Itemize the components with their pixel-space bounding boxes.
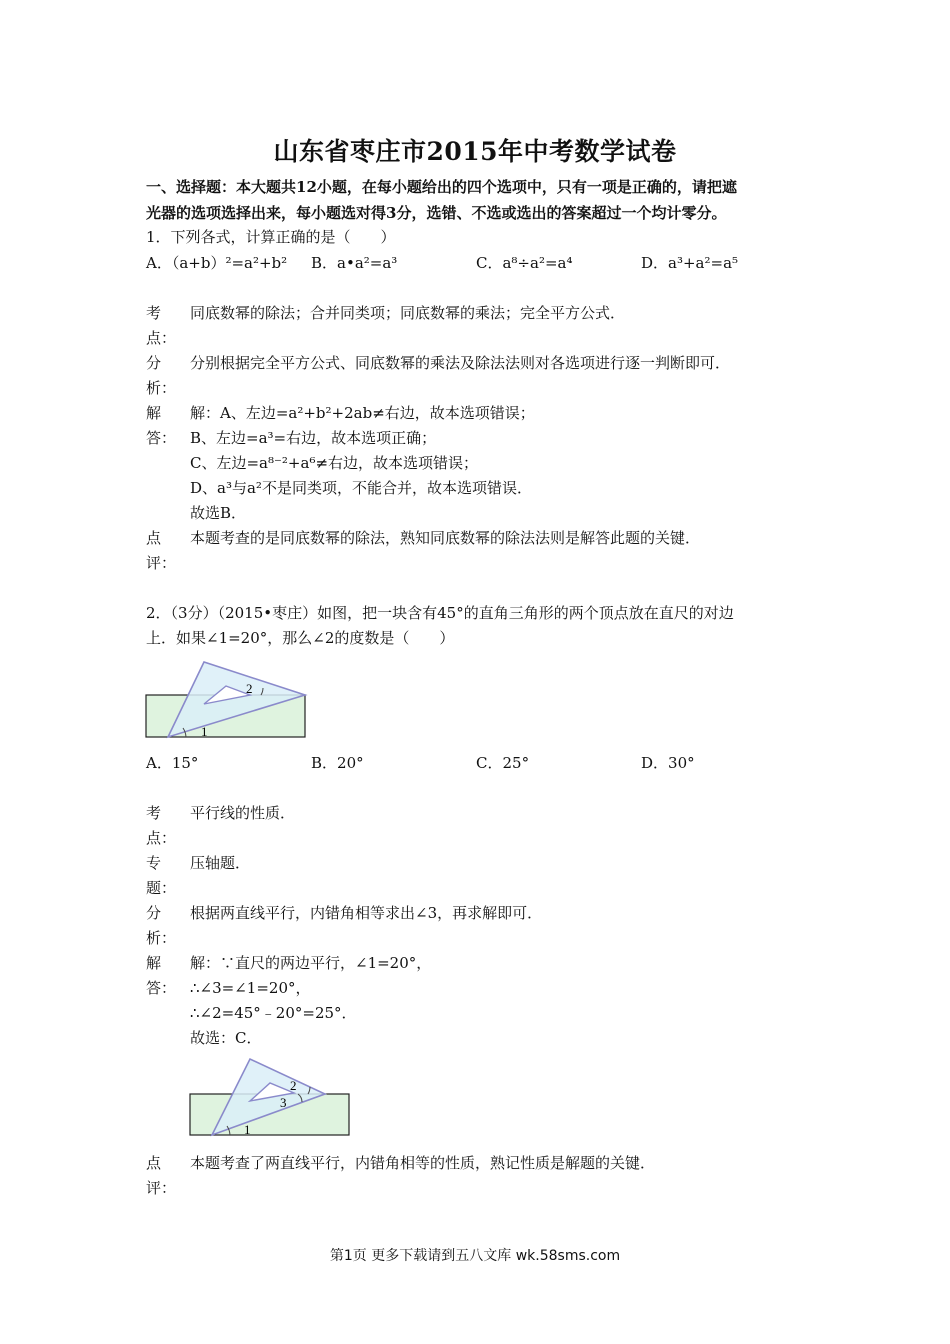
q1-kaodian-label: 考 bbox=[146, 304, 162, 322]
q1-dianping-label: 点 bbox=[146, 529, 162, 547]
q2-dianping: 本题考查了两直线平行，内错角相等的性质，熟记性质是解题的关键． bbox=[190, 1154, 656, 1172]
q2-fenxi: 根据两直线平行，内错角相等求出∠3，再求解即可． bbox=[190, 904, 543, 922]
section-heading-line2: 光器的选项选择出来，每小题选对得3分，选错、不选或选出的答案超过一个均计零分。 bbox=[146, 204, 727, 222]
q2-jieda-line: 解：∵直尺的两边平行，∠1=20°， bbox=[190, 954, 432, 972]
q1-jieda-label-2: 答： bbox=[146, 429, 177, 447]
q1-option-b: B．a•a²=a³ bbox=[311, 254, 398, 272]
angle-1-label: 1 bbox=[201, 724, 208, 739]
q2-solution-figure bbox=[190, 1055, 352, 1137]
q2-dianping-label-2: 评： bbox=[146, 1179, 177, 1197]
q2-fenxi-label: 分 bbox=[146, 904, 162, 922]
q2-zhuanti: 压轴题． bbox=[190, 854, 251, 872]
q2-jieda-line: 故选：C． bbox=[190, 1029, 262, 1047]
q2-figure bbox=[146, 660, 308, 740]
q1-jieda-label: 解 bbox=[146, 404, 162, 422]
page-title: 山东省枣庄市2015年中考数学试卷 bbox=[273, 137, 677, 166]
q2-fenxi-label-2: 析： bbox=[146, 929, 177, 947]
q2-kaodian-label: 考 bbox=[146, 804, 162, 822]
angle-1-label: 1 bbox=[244, 1122, 251, 1137]
q1-jieda-line: C、左边=a⁸⁻²+a⁶≠右边，故本选项错误； bbox=[190, 454, 479, 472]
q1-fenxi-label: 分 bbox=[146, 354, 162, 372]
q1-option-c: C．a⁸÷a²=a⁴ bbox=[476, 254, 573, 272]
q2-kaodian: 平行线的性质． bbox=[190, 804, 296, 822]
q1-jieda-line: 故选B． bbox=[190, 504, 247, 522]
q2-option-d: D．30° bbox=[641, 754, 695, 772]
q1-jieda-line: D、a³与a²不是同类项，不能合并，故本选项错误． bbox=[190, 479, 532, 497]
q1-jieda-line: 解：A、左边=a²+b²+2ab≠右边，故本选项错误； bbox=[190, 404, 535, 422]
q1-option-d: D．a³+a²=a⁵ bbox=[641, 254, 739, 272]
q2-option-a: A．15° bbox=[146, 754, 199, 772]
q2-kaodian-label-2: 点： bbox=[146, 829, 177, 847]
q1-dianping-label-2: 评： bbox=[146, 554, 177, 572]
q2-option-b: B．20° bbox=[311, 754, 364, 772]
q1-option-a: A．（a+b）²=a²+b² bbox=[146, 254, 288, 272]
q1-kaodian: 同底数幂的除法；合并同类项；同底数幂的乘法；完全平方公式． bbox=[190, 304, 626, 322]
section-heading-line1: 一、选择题：本大题共12小题，在每小题给出的四个选项中，只有一项是正确的，请把遮 bbox=[146, 178, 737, 196]
q2-stem-line1: 2．（3分）（2015•枣庄）如图，把一块含有45°的直角三角形的两个顶点放在直尺的对边 bbox=[146, 604, 734, 622]
q2-jieda-label: 解 bbox=[146, 954, 162, 972]
q1-dianping: 本题考查的是同底数幂的除法，熟知同底数幂的除法法则是解答此题的关键． bbox=[190, 529, 701, 547]
q2-dianping-label: 点 bbox=[146, 1154, 162, 1172]
q2-jieda-line: ∴∠3=∠1=20°， bbox=[190, 979, 311, 997]
angle-2-label: 2 bbox=[246, 681, 253, 696]
angle-2-label: 2 bbox=[290, 1078, 297, 1093]
q1-kaodian-label-2: 点： bbox=[146, 329, 177, 347]
q2-option-c: C．25° bbox=[476, 754, 530, 772]
q2-zhuanti-label: 专 bbox=[146, 854, 162, 872]
q1-stem: 1．下列各式，计算正确的是（ ） bbox=[146, 228, 396, 246]
angle-3-label: 3 bbox=[280, 1095, 287, 1110]
q2-stem-line2: 上．如果∠1=20°，那么∠2的度数是（ ） bbox=[146, 629, 455, 647]
q1-jieda-line: B、左边=a³=右边，故本选项正确； bbox=[190, 429, 437, 447]
q1-fenxi: 分别根据完全平方公式、同底数幂的乘法及除法法则对各选项进行逐一判断即可． bbox=[190, 354, 731, 372]
q2-jieda-label-2: 答： bbox=[146, 979, 177, 997]
q2-zhuanti-label-2: 题： bbox=[146, 879, 177, 897]
page-footer: 第1页 更多下载请到五八文库 wk.58sms.com bbox=[329, 1248, 621, 1264]
q1-fenxi-label-2: 析： bbox=[146, 379, 177, 397]
q2-jieda-line: ∴∠2=45°﹣20°=25°． bbox=[190, 1004, 357, 1022]
